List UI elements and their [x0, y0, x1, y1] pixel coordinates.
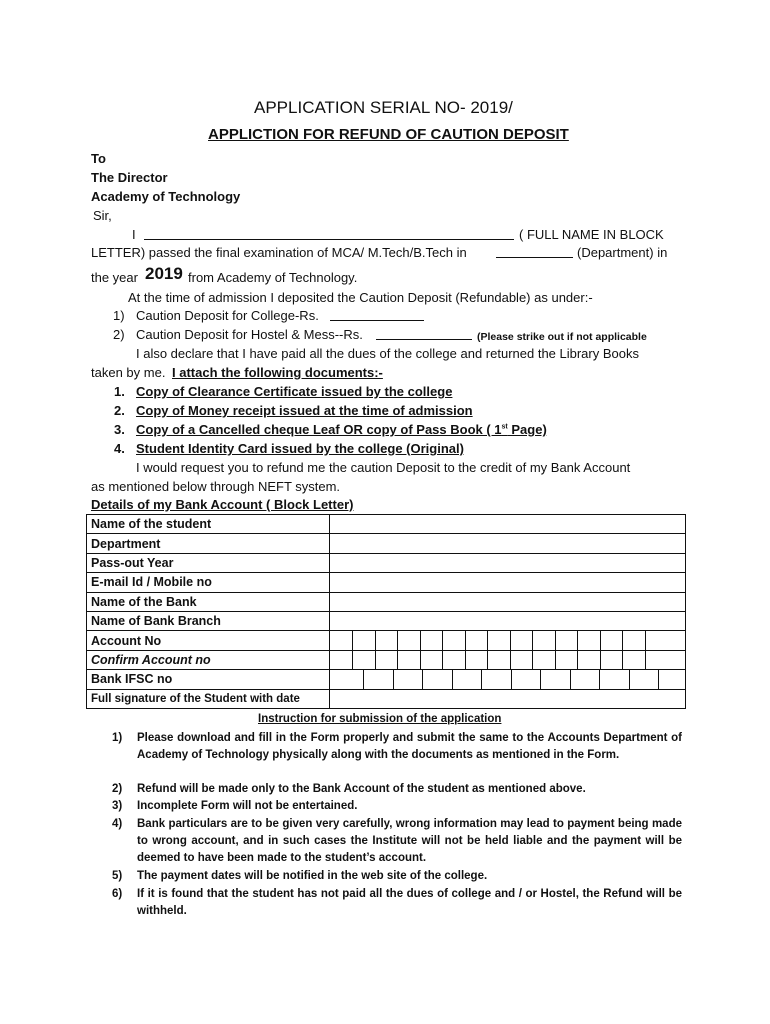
- deposit-college-label: Caution Deposit for College-Rs.: [136, 308, 319, 323]
- digit-box-divider: [397, 651, 398, 669]
- bank-heading: Details of my Bank Account ( Block Letter): [91, 497, 354, 512]
- address-to: To: [91, 151, 106, 166]
- row-label: Name of the student: [87, 515, 330, 534]
- digit-box-divider: [420, 651, 421, 669]
- ifsc-boxes: [330, 670, 685, 688]
- document-id-card: Student Identity Card issued by the college (Original): [136, 441, 464, 456]
- declaration-year-label: the year: [91, 270, 138, 285]
- document-1-num: 1.: [114, 384, 125, 399]
- instruction-text: Incomplete Form will not be entertained.: [137, 800, 358, 812]
- table-row: [87, 650, 686, 669]
- department-blank[interactable]: [496, 246, 573, 258]
- instruction-text: Please download and fill in the Form properly and submit the same to the Accounts Department of Academy of Technology physically along with the documents as mentioned in the Form.: [137, 732, 682, 761]
- document-4-num: 4.: [114, 441, 125, 456]
- digit-box-divider: [465, 631, 466, 649]
- digit-box-divider: [577, 651, 578, 669]
- instruction-num: 6): [112, 888, 123, 900]
- digit-box-divider: [570, 670, 571, 688]
- address-director: The Director: [91, 170, 168, 185]
- digit-box-divider: [510, 631, 511, 649]
- strike-note: (Please strike out if not applicable: [477, 331, 647, 343]
- bank-details-table: [86, 514, 686, 709]
- instruction-num: 2): [112, 783, 123, 795]
- passout-year-field[interactable]: [330, 553, 686, 572]
- digit-box-divider: [352, 651, 353, 669]
- row-label: Bank IFSC no: [87, 670, 330, 689]
- declaration-i: I: [132, 227, 136, 242]
- confirm-account-field[interactable]: [330, 650, 686, 669]
- department-field[interactable]: [330, 534, 686, 553]
- student-name-field[interactable]: [330, 515, 686, 534]
- serial-number: APPLICATION SERIAL NO- 2019/: [254, 98, 513, 117]
- digit-box-divider: [577, 631, 578, 649]
- digit-box-divider: [658, 670, 659, 688]
- digit-box-divider: [629, 670, 630, 688]
- row-label: Pass-out Year: [87, 553, 330, 572]
- bank-name-field[interactable]: [330, 592, 686, 611]
- digit-box-divider: [600, 651, 601, 669]
- row-label: Full signature of the Student with date: [87, 689, 330, 708]
- instruction-num: 4): [112, 818, 123, 830]
- digit-box-divider: [511, 670, 512, 688]
- digit-box-divider: [397, 631, 398, 649]
- digit-box-divider: [465, 651, 466, 669]
- digit-box-divider: [363, 670, 364, 688]
- document-cheque-sup: st: [501, 423, 508, 431]
- digit-box-divider: [555, 631, 556, 649]
- digit-box-divider: [555, 651, 556, 669]
- digit-box-divider: [645, 631, 646, 649]
- digit-box-divider: [540, 670, 541, 688]
- instruction-text: Refund will be made only to the Bank Account of the student as mentioned above.: [137, 783, 586, 795]
- instruction-text: The payment dates will be notified in the web site of the college.: [137, 870, 488, 882]
- table-row: [87, 534, 686, 553]
- confirm-account-boxes: [330, 651, 685, 669]
- request-text-2: as mentioned below through NEFT system.: [91, 479, 341, 494]
- digit-box-divider: [375, 631, 376, 649]
- declaration-department: (Department) in: [577, 245, 668, 260]
- digit-box-divider: [487, 651, 488, 669]
- deposit-college-blank[interactable]: [330, 309, 424, 321]
- table-row: [87, 631, 686, 650]
- deposit-1-num: 1): [113, 308, 125, 323]
- digit-box-divider: [420, 631, 421, 649]
- instructions-heading: Instruction for submission of the application: [258, 713, 502, 725]
- admission-text: At the time of admission I deposited the Caution Deposit (Refundable) as under:-: [128, 290, 593, 305]
- digit-box-divider: [622, 631, 623, 649]
- full-name-note: ( FULL NAME IN BLOCK: [519, 227, 664, 242]
- bank-branch-field[interactable]: [330, 611, 686, 630]
- row-label: Department: [87, 534, 330, 553]
- email-mobile-field[interactable]: [330, 573, 686, 592]
- digit-box-divider: [487, 631, 488, 649]
- digit-box-divider: [481, 670, 482, 688]
- row-label: Confirm Account no: [87, 650, 330, 669]
- row-label: Account No: [87, 631, 330, 650]
- digit-box-divider: [532, 651, 533, 669]
- deposit-hostel-blank[interactable]: [376, 328, 472, 340]
- digit-box-divider: [532, 631, 533, 649]
- digit-box-divider: [422, 670, 423, 688]
- table-row: [87, 573, 686, 592]
- instruction-num: 5): [112, 870, 123, 882]
- document-cheque-after: Page): [507, 422, 547, 437]
- account-no-boxes: [330, 631, 685, 649]
- digit-box-divider: [375, 651, 376, 669]
- declaration-year: 2019: [145, 264, 183, 283]
- document-clearance: Copy of Clearance Certificate issued by the college: [136, 384, 453, 399]
- signature-field[interactable]: [330, 689, 686, 708]
- account-no-field[interactable]: [330, 631, 686, 650]
- declaration-institution: from Academy of Technology.: [188, 270, 358, 285]
- dues-text: I also declare that I have paid all the dues of the college and returned the Library Books: [136, 346, 639, 361]
- page-title: APPLICTION FOR REFUND OF CAUTION DEPOSIT: [208, 126, 569, 143]
- digit-box-divider: [393, 670, 394, 688]
- table-row: [87, 611, 686, 630]
- salutation: Sir,: [93, 208, 112, 223]
- document-3-num: 3.: [114, 422, 125, 437]
- document-cheque: [136, 422, 547, 437]
- table-row: [87, 670, 686, 689]
- table-row: [87, 515, 686, 534]
- request-text: I would request you to refund me the caution Deposit to the credit of my Bank Account: [136, 460, 631, 475]
- instruction-num: 3): [112, 800, 123, 812]
- declaration-line2: LETTER) passed the final examination of MCA/ M.Tech/B.Tech in: [91, 245, 467, 260]
- table-row: [87, 689, 686, 708]
- instruction-text: Bank particulars are to be given very carefully, wrong information may lead to payment being made to wrong account, and in such cases the Institute will not be held liable and the payment will be deemed to have been made to the student’s account.: [137, 818, 682, 864]
- row-label: Name of the Bank: [87, 592, 330, 611]
- ifsc-field[interactable]: [330, 670, 686, 689]
- digit-box-divider: [600, 631, 601, 649]
- digit-box-divider: [510, 651, 511, 669]
- digit-box-divider: [442, 631, 443, 649]
- document-2-num: 2.: [114, 403, 125, 418]
- digit-box-divider: [599, 670, 600, 688]
- row-label: Name of Bank Branch: [87, 611, 330, 630]
- deposit-hostel-label: Caution Deposit for Hostel & Mess--Rs.: [136, 327, 363, 342]
- dues-text-2: taken by me.: [91, 365, 166, 380]
- table-row: [87, 592, 686, 611]
- digit-box-divider: [352, 631, 353, 649]
- digit-box-divider: [622, 651, 623, 669]
- row-label: E-mail Id / Mobile no: [87, 573, 330, 592]
- document-cheque-text: Copy of a Cancelled cheque Leaf OR copy of Pass Book ( 1: [136, 422, 502, 437]
- digit-box-divider: [442, 651, 443, 669]
- digit-box-divider: [452, 670, 453, 688]
- attach-heading: I attach the following documents:-: [172, 365, 383, 380]
- deposit-2-num: 2): [113, 327, 125, 342]
- digit-box-divider: [645, 651, 646, 669]
- instruction-text: If it is found that the student has not paid all the dues of college and / or Hostel, the Refund will be withheld.: [137, 888, 682, 917]
- document-receipt: Copy of Money receipt issued at the time of admission: [136, 403, 473, 418]
- table-row: [87, 553, 686, 572]
- full-name-blank[interactable]: [144, 228, 514, 240]
- instruction-num: 1): [112, 732, 123, 744]
- address-institution: Academy of Technology: [91, 189, 241, 204]
